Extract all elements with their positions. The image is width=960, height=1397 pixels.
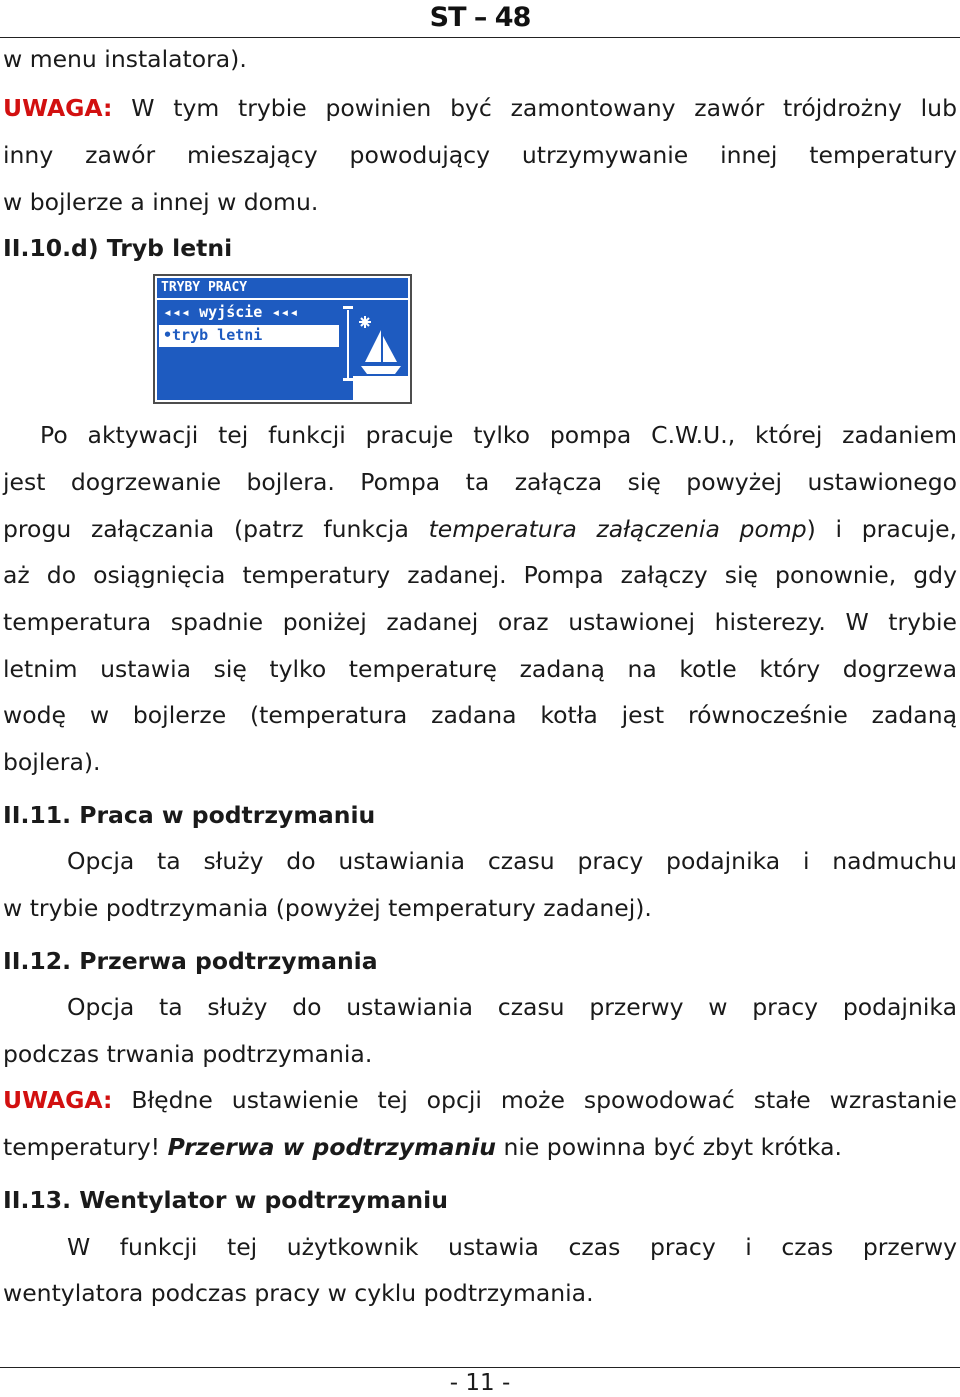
lcd-scrollbar-top <box>343 306 353 309</box>
text-line: Opcja ta służy do ustawiania czasu pracy podajnika i nadmuchu <box>67 847 957 875</box>
footer-divider <box>0 1367 960 1368</box>
text-span: progu załączania (patrz funkcja <box>3 515 429 543</box>
text-line: wodę w bojlerze (temperatura zadana kotła jest równocześnie zadaną <box>3 701 957 729</box>
text-line: jest dogrzewanie bojlera. Pompa ta załącza się powyżej ustawionego <box>3 468 957 496</box>
text-line: podczas trwania podtrzymania. <box>3 1040 373 1068</box>
text-span: ) i pracuje, <box>806 515 957 543</box>
text-line <box>3 514 957 544</box>
lcd-title-divider <box>157 298 408 300</box>
text-line: bojlera). <box>3 748 101 776</box>
warning-line <box>3 1085 957 1115</box>
lcd-menu-item-summer-mode: •tryb letni <box>163 326 263 344</box>
header-divider <box>0 37 960 38</box>
lcd-scrollbar-bottom <box>343 378 353 381</box>
text-line: aż do osiągnięcia temperatury zadanej. Pompa załączy się ponownie, gdy <box>3 561 957 589</box>
lcd-screen <box>153 274 412 404</box>
function-reference: temperatura załączenia pomp <box>428 515 807 543</box>
warning-text: Błędne ustawienie tej opcji może spowodować stałe wzrastanie <box>112 1086 957 1114</box>
section-heading-fan-in-standby: II.13. Wentylator w podtrzymaniu <box>3 1186 448 1214</box>
text-line: Opcja ta służy do ustawiania czasu przerwy w pracy podajnika <box>67 993 957 1021</box>
text-line: letnim ustawia się tylko temperaturę zadaną na kotle który dogrzewa <box>3 655 957 683</box>
text-line: W funkcji tej użytkownik ustawia czas pracy i czas przerwy <box>67 1233 957 1261</box>
text-line: Po aktywacji tej funkcji pracuje tylko pompa C.W.U., której zadaniem <box>40 421 957 449</box>
section-heading-operation-in-standby: II.11. Praca w podtrzymaniu <box>3 801 376 829</box>
text-line <box>3 1132 957 1162</box>
header-title: ST – 48 <box>429 2 531 33</box>
lcd-display <box>157 278 408 400</box>
lcd-scrollbar <box>347 310 349 380</box>
warning-label: UWAGA: <box>3 1086 113 1114</box>
warning-line <box>3 93 957 123</box>
text-line: temperatura spadnie poniżej zadanej oraz ustawionej histerezy. W trybie <box>3 608 957 636</box>
text-span: temperatury! <box>3 1133 168 1161</box>
text-line: w bojlerze a innej w domu. <box>3 188 319 216</box>
lcd-menu-item-exit: ◂◂◂ wyjście ◂◂◂ <box>163 303 299 321</box>
text-line: inny zawór mieszający powodujący utrzymywanie innej temperatury <box>3 141 957 169</box>
text-span: nie powinna być zbyt krótka. <box>495 1133 842 1161</box>
page-number: - 11 - <box>449 1370 511 1396</box>
text-line: w trybie podtrzymania (powyżej temperatury zadanej). <box>3 894 652 922</box>
option-reference: Przerwa w podtrzymaniu <box>167 1133 496 1161</box>
warning-text: W tym trybie powinien być zamontowany zawór trójdrożny lub <box>112 94 957 122</box>
snowflake-sailboat-icon <box>353 314 405 384</box>
text-line: w menu instalatora). <box>3 45 247 73</box>
warning-label: UWAGA: <box>3 94 113 122</box>
lcd-title: TRYBY PRACY <box>161 280 248 295</box>
section-heading-summer-mode: II.10.d) Tryb letni <box>3 234 233 262</box>
text-line: wentylatora podczas pracy w cyklu podtrzymania. <box>3 1279 594 1307</box>
section-heading-standby-pause: II.12. Przerwa podtrzymania <box>3 947 378 975</box>
